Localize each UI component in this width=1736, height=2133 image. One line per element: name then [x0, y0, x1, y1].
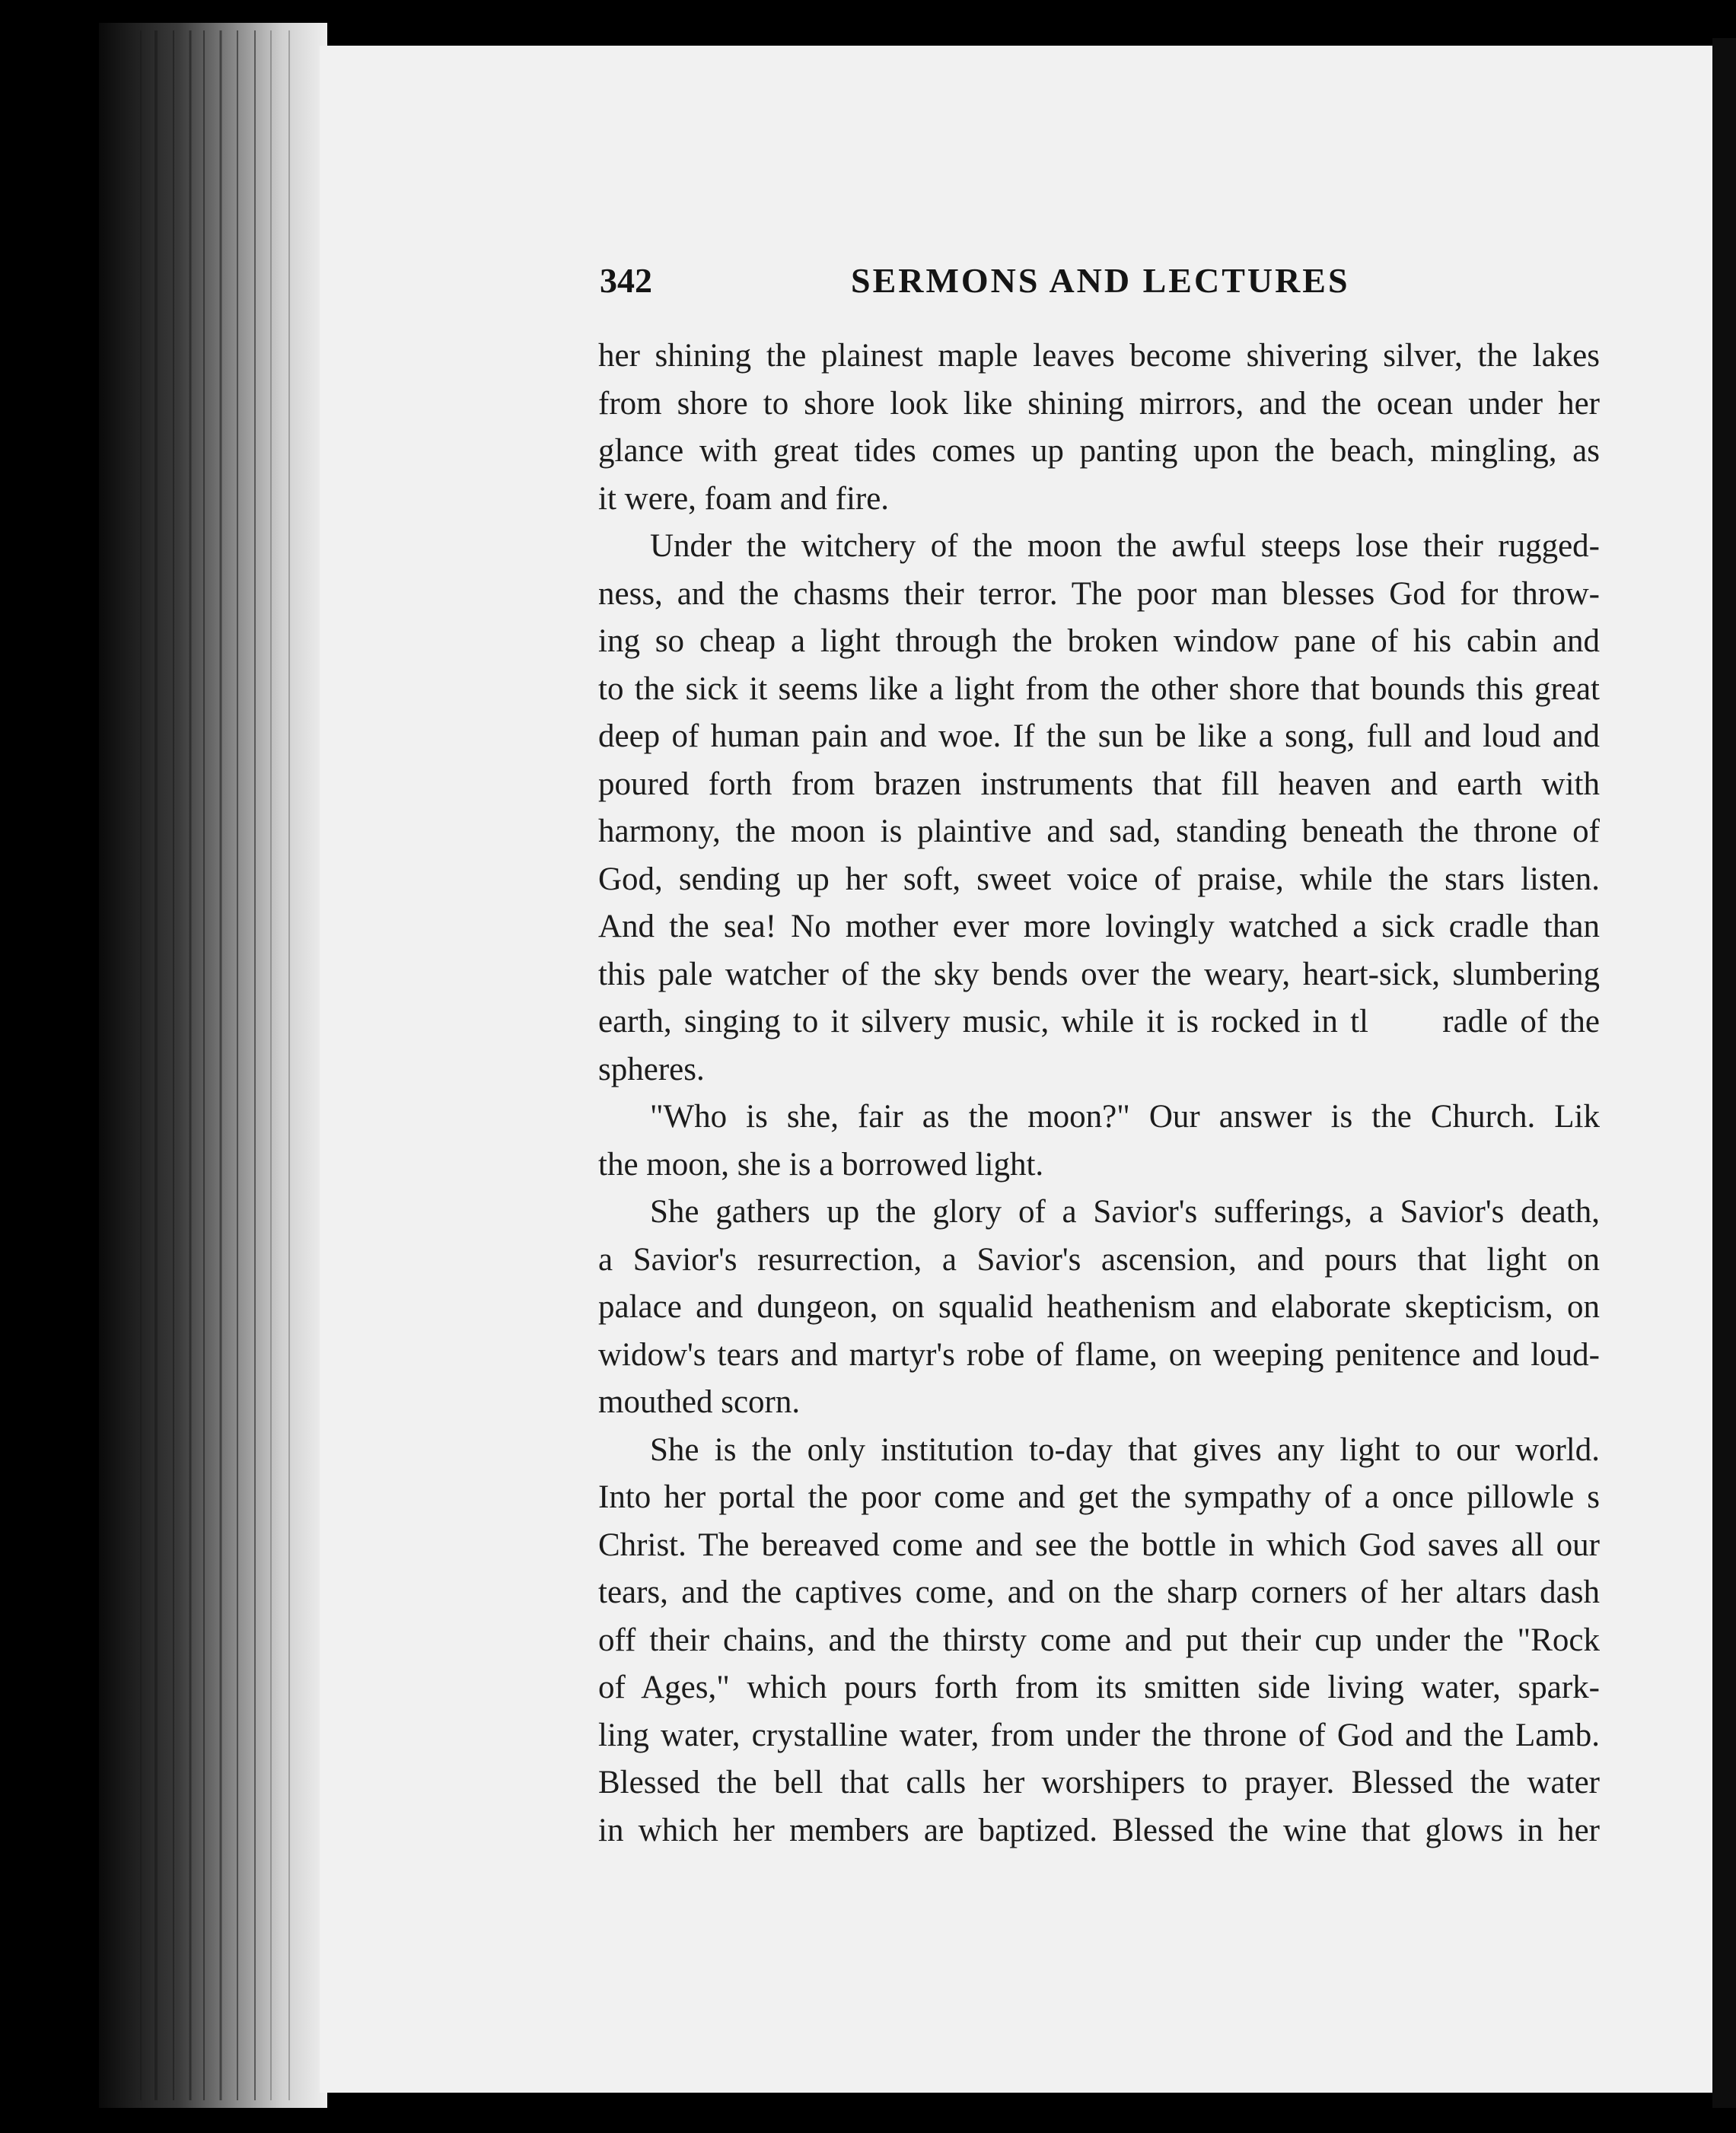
- running-head: SERMONS AND LECTURES: [851, 261, 1350, 300]
- text-line: glance with great tides comes up panting upon the beach, mingling, as: [598, 433, 1600, 469]
- text-line: spheres.: [598, 1051, 705, 1087]
- text-line: from shore to shore look like shining mirrors, and the ocean under her: [598, 385, 1600, 422]
- text-line: Under the witchery of the moon the awful steeps lose their rugged-: [650, 528, 1600, 564]
- text-line: Into her portal the poor come and get the sympathy of a once pillowle s: [598, 1479, 1600, 1515]
- text-line: God, sending up her soft, sweet voice of praise, while the stars listen.: [598, 861, 1600, 897]
- text-line: And the sea! No mother ever more lovingly watched a sick cradle than: [598, 909, 1600, 944]
- text-line: deep of human pain and woe. If the sun be like a song, full and loud and: [598, 718, 1600, 754]
- text-line: She gathers up the glory of a Savior's sufferings, a Savior's death,: [650, 1194, 1600, 1230]
- text-line: ing so cheap a light through the broken window pane of his cabin and: [598, 623, 1600, 659]
- text-line: off their chains, and the thirsty come and put their cup under the "Rock: [598, 1622, 1600, 1658]
- text-line: in which her members are baptized. Blessed the wine that glows in her: [598, 1812, 1600, 1848]
- text-line: her shining the plainest maple leaves become shivering silver, the lakes: [598, 338, 1600, 374]
- text-line: this pale watcher of the sky bends over the weary, heart-sick, slumbering: [598, 956, 1600, 992]
- page-header: [600, 260, 1598, 314]
- text-line: of Ages," which pours forth from its smitten side living water, spark-: [598, 1670, 1600, 1705]
- text-line: mouthed scorn.: [598, 1384, 801, 1420]
- text-line: a Savior's resurrection, a Savior's ascension, and pours that light on: [598, 1241, 1600, 1278]
- text-line: it were, foam and fire.: [598, 480, 890, 517]
- text-line: Blessed the bell that calls her worshipers to prayer. Blessed the water: [598, 1765, 1600, 1800]
- text-line: ness, and the chasms their terror. The poor man blesses God for throw-: [598, 575, 1600, 612]
- text-line: tears, and the captives come, and on the sharp corners of her altars dash: [598, 1574, 1600, 1610]
- text-line: ling water, crystalline water, from under the throne of God and the Lamb.: [598, 1717, 1600, 1753]
- text-line: "Who is she, fair as the moon?" Our answer is the Church. Lik: [650, 1099, 1600, 1135]
- text-line: widow's tears and martyr's robe of flame, on weeping penitence and loud-: [598, 1336, 1600, 1373]
- text-line: earth, singing to it silvery music, while it is rocked in tl radle of the: [598, 1004, 1600, 1039]
- text-line: the moon, she is a borrowed light.: [598, 1146, 1044, 1183]
- text-line: poured forth from brazen instruments that fill heaven and earth with: [598, 766, 1600, 802]
- body-text: [598, 333, 1600, 1854]
- text-line: Christ. The bereaved come and see the bottle in which God saves all our: [598, 1527, 1600, 1563]
- page-number: 342: [600, 261, 652, 300]
- text-line: She is the only institution to-day that gives any light to our world.: [650, 1431, 1600, 1468]
- text-line: to the sick it seems like a light from the other shore that bounds this great: [598, 670, 1600, 707]
- text-line: palace and dungeon, on squalid heathenism and elaborate skepticism, on: [598, 1289, 1600, 1325]
- page-edges: [99, 23, 327, 2108]
- text-line: harmony, the moon is plaintive and sad, standing beneath the throne of: [598, 813, 1600, 849]
